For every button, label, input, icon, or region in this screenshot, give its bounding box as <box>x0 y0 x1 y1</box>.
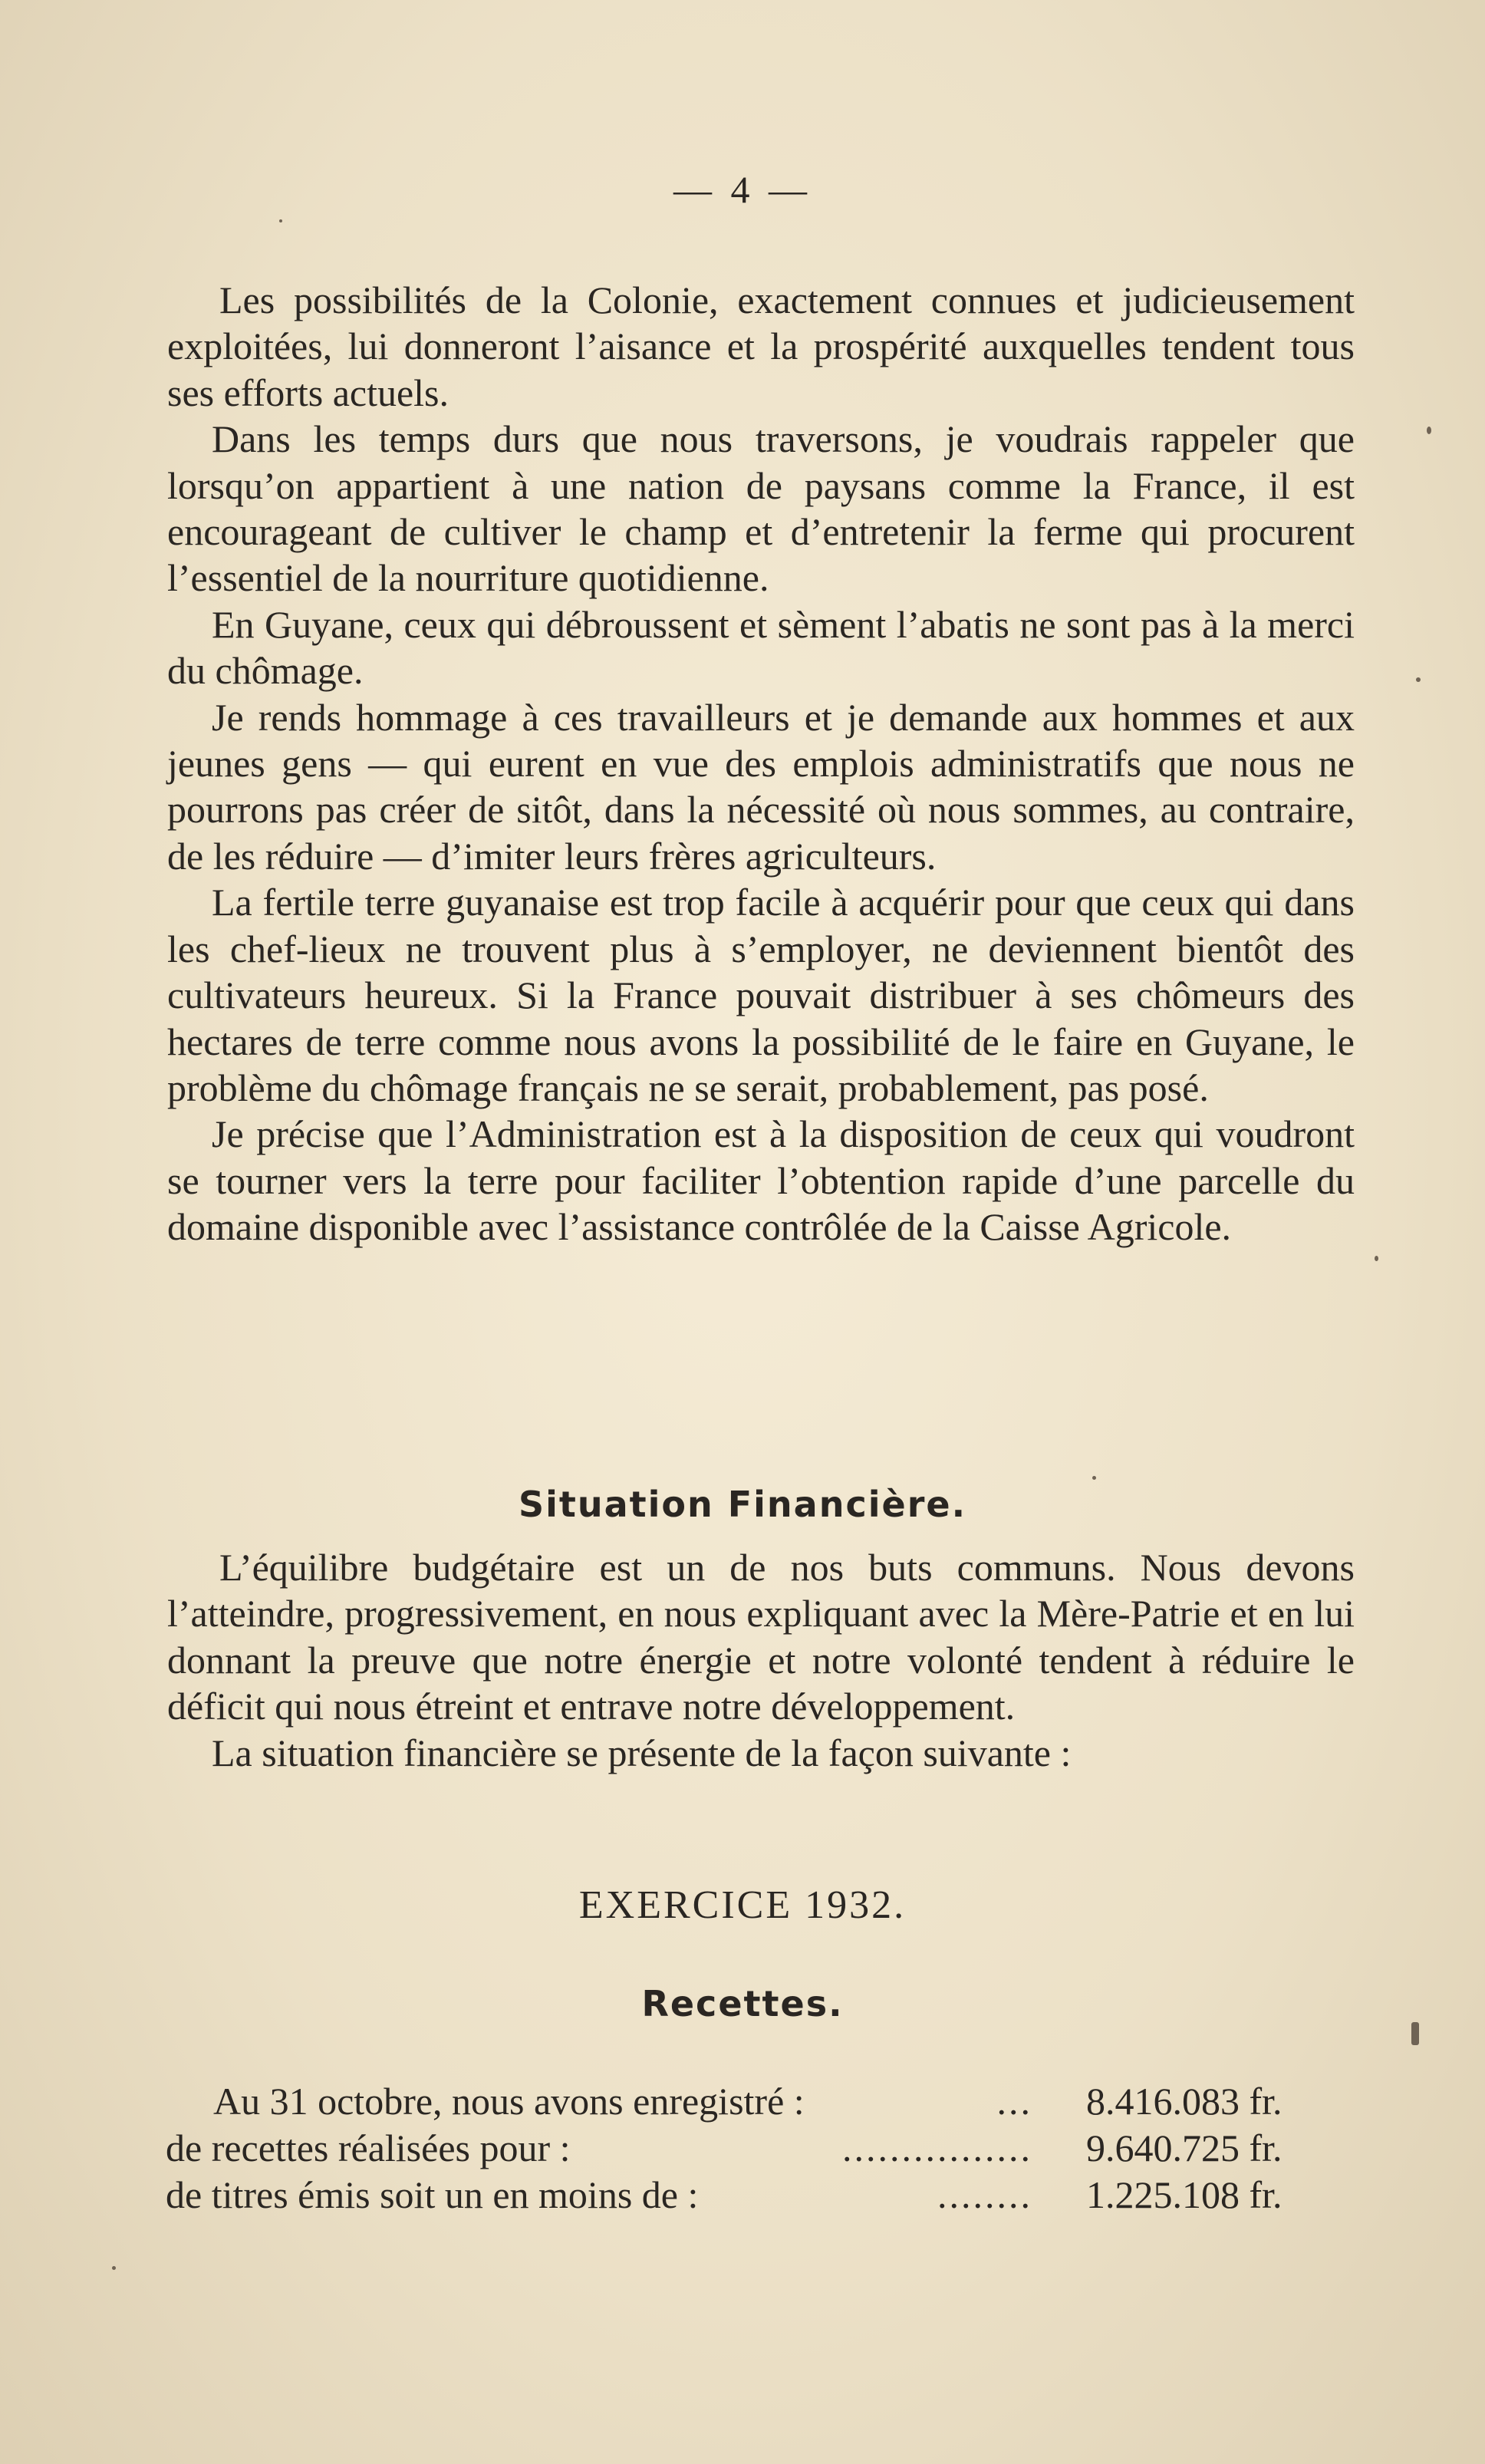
exercice-heading: EXERCICE 1932. <box>578 1883 907 1927</box>
paper-speck <box>1092 1476 1096 1480</box>
ledger-label: de recettes réalisées pour : <box>166 2126 571 2169</box>
page-number: — 4 — <box>673 168 812 211</box>
ledger-amount: 8.416.083 fr. <box>1086 2080 1282 2123</box>
paper-speck <box>1427 427 1431 434</box>
paragraph-administration: Je précise que l’Administration est à la disposition de ceux qui voudront se tourner vers la terre pour faciliter l’obtention rapide d’une parcelle du domaine disponible avec l’assistance contrôlée de la Caisse Agricole. <box>167 1112 1355 1249</box>
ledger-row <box>166 2078 1355 2125</box>
paper-speck <box>1411 2022 1419 2045</box>
intro-text-block <box>167 277 1355 1250</box>
paragraph-terre-guyanaise: La fertile terre guyanaise est trop facile à acquérir pour que ceux qui dans les chef-lieux ne trouvent plus à s’employer, ne deviennent bientôt des cultivateurs heureux. Si la France pouvait distribuer à ses chômeurs des hectares de terre comme nous avons la possibilité de le faire en Guyane, le problème du chômage français ne se serait, probablement, pas posé. <box>167 881 1355 1109</box>
ledger-row <box>166 2125 1355 2172</box>
paper-speck <box>112 2266 116 2270</box>
section-heading-situation-financiere: Situation Financière. <box>518 1484 967 1525</box>
paper-speck <box>1416 677 1421 682</box>
finance-text-block <box>167 1544 1355 1776</box>
paper-speck <box>1375 1256 1378 1261</box>
paragraph-guyane-chomage: En Guyane, ceux qui débroussent et sèment l’abatis ne sont pas à la merci du chômage. <box>167 602 1355 693</box>
paragraph-possibilites: Les possibilités de la Colonie, exactement connues et judicieusement exploitées, lui donneront l’aisance et la prospérité auxquelles tendent tous ses efforts actuels. <box>167 278 1355 414</box>
ledger-leader-dots: ... <box>996 2080 1032 2123</box>
ledger-amount: 9.640.725 fr. <box>1086 2126 1282 2169</box>
paragraph-situation: La situation financière se présente de la façon suivante : <box>212 1731 1072 1774</box>
ledger-label: Au 31 octobre, nous avons enregistré : <box>213 2080 805 2123</box>
recettes-heading: Recettes. <box>641 1983 844 2024</box>
ledger-row <box>166 2172 1355 2219</box>
paragraph-hommage: Je rends hommage à ces travailleurs et je demande aux hommes et aux jeunes gens — qui eurent en vue des emplois administratifs que nous ne pourrons pas créer de sitôt, dans la nécessité où nous sommes, au contraire, de les réduire — d’imiter leurs frères agriculteurs. <box>167 695 1355 878</box>
paragraph-temps-durs: Dans les temps durs que nous traversons, je voudrais rappeler que lorsqu’on appartient à une nation de paysans comme la France, il est encourageant de cultiver le champ et d’entretenir la ferme qui procurent l’essentiel de la nourriture quotidienne. <box>167 417 1355 600</box>
ledger-leader-dots: ........ <box>937 2173 1032 2216</box>
recettes-ledger <box>166 2078 1355 2219</box>
ledger-leader-dots: ................ <box>842 2126 1032 2169</box>
ledger-amount: 1.225.108 fr. <box>1086 2173 1282 2216</box>
paper-speck <box>279 219 282 222</box>
paragraph-equilibre: L’équilibre budgétaire est un de nos buts communs. Nous devons l’atteindre, progressivement, en nous expliquant avec la Mère-Patrie et en lui donnant la preuve que notre énergie et notre volonté tendent à réduire le déficit qui nous étreint et entrave notre développement. <box>167 1546 1355 1728</box>
ledger-label: de titres émis soit un en moins de : <box>166 2173 699 2216</box>
